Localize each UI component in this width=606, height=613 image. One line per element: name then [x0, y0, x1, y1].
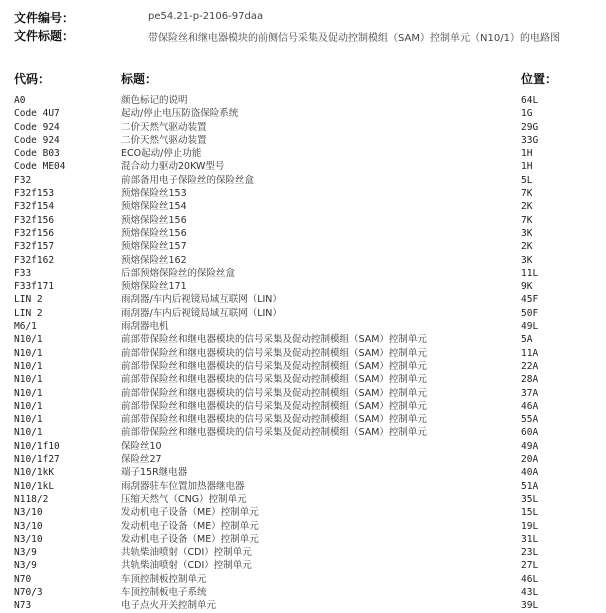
component-title: 前部带保险丝和继电器模块的信号采集及促动控制模组（SAM）控制单元: [121, 374, 427, 386]
table-row: [0, 160, 606, 173]
doc-title-label: 文件标题：: [14, 29, 75, 43]
component-position: 49L: [521, 321, 539, 333]
table-row: [0, 174, 606, 187]
component-code: F32f156: [14, 227, 55, 239]
table-row: [0, 280, 606, 293]
component-code: N3/9: [14, 547, 37, 559]
component-code: N70: [14, 573, 32, 585]
table-row: [0, 373, 606, 386]
table-row: [0, 227, 606, 240]
component-position: 1G: [521, 108, 533, 120]
table-row: [0, 387, 606, 400]
component-title: 保险丝27: [121, 454, 162, 466]
component-title: 前部带保险丝和继电器模块的信号采集及促动控制模组（SAM）控制单元: [121, 387, 427, 399]
component-code: Code ME04: [14, 161, 66, 173]
component-position: 51A: [521, 480, 539, 492]
component-position: 49A: [521, 440, 539, 452]
component-code: F32f157: [14, 241, 55, 253]
component-code: N3/10: [14, 533, 43, 545]
component-title: 雨刮器/车内后视镜局域互联网（LIN）: [121, 307, 282, 319]
component-title: 预熔保险丝157: [121, 241, 187, 253]
component-code: N10/1: [14, 387, 43, 399]
table-row: [0, 400, 606, 413]
component-code: F32f156: [14, 214, 55, 226]
component-code: A0: [14, 95, 26, 106]
component-title: 颜色标记的说明: [121, 95, 188, 106]
component-code: N10/1: [14, 427, 43, 439]
component-position: 55A: [521, 414, 539, 426]
doc-number-value: pe54.21-p-2106-97daa: [148, 11, 264, 22]
component-code: Code 924: [14, 121, 60, 133]
component-code: N10/1: [14, 360, 43, 372]
component-title: 后部预熔保险丝的保险丝盒: [121, 267, 236, 279]
column-header-code: 代码：: [14, 72, 51, 86]
component-title: 电子点火开关控制单元: [121, 600, 217, 612]
column-header-position: 位置：: [521, 72, 558, 86]
component-title: 前部备用电子保险丝的保险丝盒: [121, 174, 255, 186]
component-title: 预熔保险丝153: [121, 188, 187, 200]
table-row: [0, 426, 606, 439]
component-code: N10/1: [14, 400, 43, 412]
table-row: [0, 493, 606, 506]
table-row: [0, 599, 606, 612]
table-row: [0, 134, 606, 147]
component-code: F32f162: [14, 254, 55, 266]
component-title: 前部带保险丝和继电器模块的信号采集及促动控制模组（SAM）控制单元: [121, 334, 427, 346]
component-code: N73: [14, 600, 32, 612]
component-position: 50F: [521, 307, 539, 319]
component-title: 前部带保险丝和继电器模块的信号采集及促动控制模组（SAM）控制单元: [121, 414, 427, 426]
component-code: N118/2: [14, 493, 49, 505]
table-row: [0, 320, 606, 333]
component-title: 车顶控制板控制单元: [121, 573, 207, 585]
component-position: 9K: [521, 281, 533, 293]
table-row: [0, 360, 606, 373]
component-position: 40A: [521, 467, 539, 479]
component-code: F32f154: [14, 201, 55, 213]
component-position: 1H: [521, 148, 533, 160]
component-code: LIN 2: [14, 307, 43, 319]
component-position: 20A: [521, 454, 539, 466]
component-position: 33G: [521, 134, 539, 146]
component-code: N10/1: [14, 334, 43, 346]
component-title: 发动机电子设备（ME）控制单元: [121, 520, 259, 532]
component-position: 3K: [521, 227, 533, 239]
table-row: [0, 453, 606, 466]
component-title: 雨刮器驻车位置加热器继电器: [121, 480, 245, 492]
component-position: 31L: [521, 533, 539, 545]
component-code: N3/10: [14, 520, 43, 532]
component-position: 60A: [521, 427, 539, 439]
component-title: 前部带保险丝和继电器模块的信号采集及促动控制模组（SAM）控制单元: [121, 360, 427, 372]
component-title: 前部带保险丝和继电器模块的信号采集及促动控制模组（SAM）控制单元: [121, 347, 427, 359]
component-position: 7K: [521, 214, 533, 226]
component-position: 46L: [521, 573, 539, 585]
component-title: 车顶控制板电子系统: [121, 586, 207, 598]
component-position: 45F: [521, 294, 539, 306]
component-title: 保险丝10: [121, 440, 162, 452]
component-position: 19L: [521, 520, 539, 532]
table-row: [0, 187, 606, 200]
table-row: [0, 214, 606, 227]
component-code: N10/1: [14, 414, 43, 426]
table-row: [0, 586, 606, 599]
column-header-title: 标题：: [121, 72, 158, 86]
table-row: [0, 440, 606, 453]
table-row: [0, 559, 606, 572]
table-row: [0, 506, 606, 519]
component-position: 37A: [521, 387, 539, 399]
table-row: [0, 546, 606, 559]
component-position: 27L: [521, 560, 539, 572]
component-title: 混合动力驱动20KW型号: [121, 161, 225, 173]
component-code: N10/1f27: [14, 454, 60, 466]
component-code: LIN 2: [14, 294, 43, 306]
component-title: 共轨柴油喷射（CDI）控制单元: [121, 547, 252, 559]
table-row: [0, 254, 606, 267]
table-row: [0, 466, 606, 479]
component-position: 2K: [521, 201, 533, 213]
component-title: 发动机电子设备（ME）控制单元: [121, 507, 259, 519]
component-position: 7K: [521, 188, 533, 200]
component-position: 3K: [521, 254, 533, 266]
table-row: [0, 121, 606, 134]
component-title: 端子15R继电器: [121, 467, 188, 479]
doc-number-label: 文件编号：: [14, 11, 75, 25]
component-code: N10/1kL: [14, 480, 55, 492]
component-title: 预熔保险丝156: [121, 227, 187, 239]
component-position: 39L: [521, 600, 539, 612]
doc-title-value: 带保险丝和继电器模块的前侧信号采集及促动控制模组（SAM）控制单元（N10/1）的电路图: [148, 33, 560, 44]
table-row: [0, 573, 606, 586]
component-title: 二价天然气驱动装置: [121, 134, 207, 146]
component-position: 5L: [521, 174, 533, 186]
component-code: F33: [14, 267, 32, 279]
component-title: 起动/停止电压防盗保险系统: [121, 108, 239, 120]
component-code: N10/1f10: [14, 440, 60, 452]
table-row: [0, 147, 606, 160]
component-code: Code 924: [14, 134, 60, 146]
table-row: [0, 480, 606, 493]
component-list: [0, 94, 606, 613]
component-position: 1H: [521, 161, 533, 173]
component-code: N3/10: [14, 507, 43, 519]
component-position: 46A: [521, 400, 539, 412]
component-code: Code 4U7: [14, 108, 60, 120]
component-title: ECO起动/停止功能: [121, 148, 202, 160]
component-title: 发动机电子设备（ME）控制单元: [121, 533, 259, 545]
component-title: 预熔保险丝171: [121, 281, 187, 293]
component-position: 5A: [521, 334, 533, 346]
component-position: 43L: [521, 586, 539, 598]
component-code: M6/1: [14, 321, 37, 333]
component-title: 前部带保险丝和继电器模块的信号采集及促动控制模组（SAM）控制单元: [121, 427, 427, 439]
component-code: F32f153: [14, 188, 55, 200]
component-code: F33f171: [14, 281, 55, 293]
component-title: 共轨柴油喷射（CDI）控制单元: [121, 560, 252, 572]
component-position: 29G: [521, 121, 539, 133]
component-title: 前部带保险丝和继电器模块的信号采集及促动控制模组（SAM）控制单元: [121, 400, 427, 412]
component-title: 二价天然气驱动装置: [121, 121, 207, 133]
table-row: [0, 293, 606, 306]
component-title: 雨刮器/车内后视镜局域互联网（LIN）: [121, 294, 282, 306]
table-row: [0, 267, 606, 280]
component-position: 28A: [521, 374, 539, 386]
component-code: F32: [14, 174, 32, 186]
component-code: Code B03: [14, 148, 60, 160]
table-row: [0, 520, 606, 533]
table-row: [0, 240, 606, 253]
table-row: [0, 307, 606, 320]
component-code: N3/9: [14, 560, 37, 572]
table-row: [0, 413, 606, 426]
table-row: [0, 94, 606, 107]
component-position: 64L: [521, 95, 539, 106]
component-position: 15L: [521, 507, 539, 519]
component-code: N10/1: [14, 347, 43, 359]
component-position: 22A: [521, 360, 539, 372]
component-title: 预熔保险丝162: [121, 254, 187, 266]
table-row: [0, 333, 606, 346]
component-position: 2K: [521, 241, 533, 253]
table-row: [0, 347, 606, 360]
table-row: [0, 107, 606, 120]
component-title: 压缩天然气（CNG）控制单元: [121, 493, 247, 505]
component-position: 35L: [521, 493, 539, 505]
component-position: 11L: [521, 267, 539, 279]
component-code: N10/1kK: [14, 467, 55, 479]
table-row: [0, 533, 606, 546]
component-code: N70/3: [14, 586, 43, 598]
component-title: 预熔保险丝156: [121, 214, 187, 226]
component-position: 23L: [521, 547, 539, 559]
component-title: 雨刮器电机: [121, 321, 169, 333]
component-title: 预熔保险丝154: [121, 201, 187, 213]
component-position: 11A: [521, 347, 539, 359]
table-row: [0, 200, 606, 213]
component-code: N10/1: [14, 374, 43, 386]
